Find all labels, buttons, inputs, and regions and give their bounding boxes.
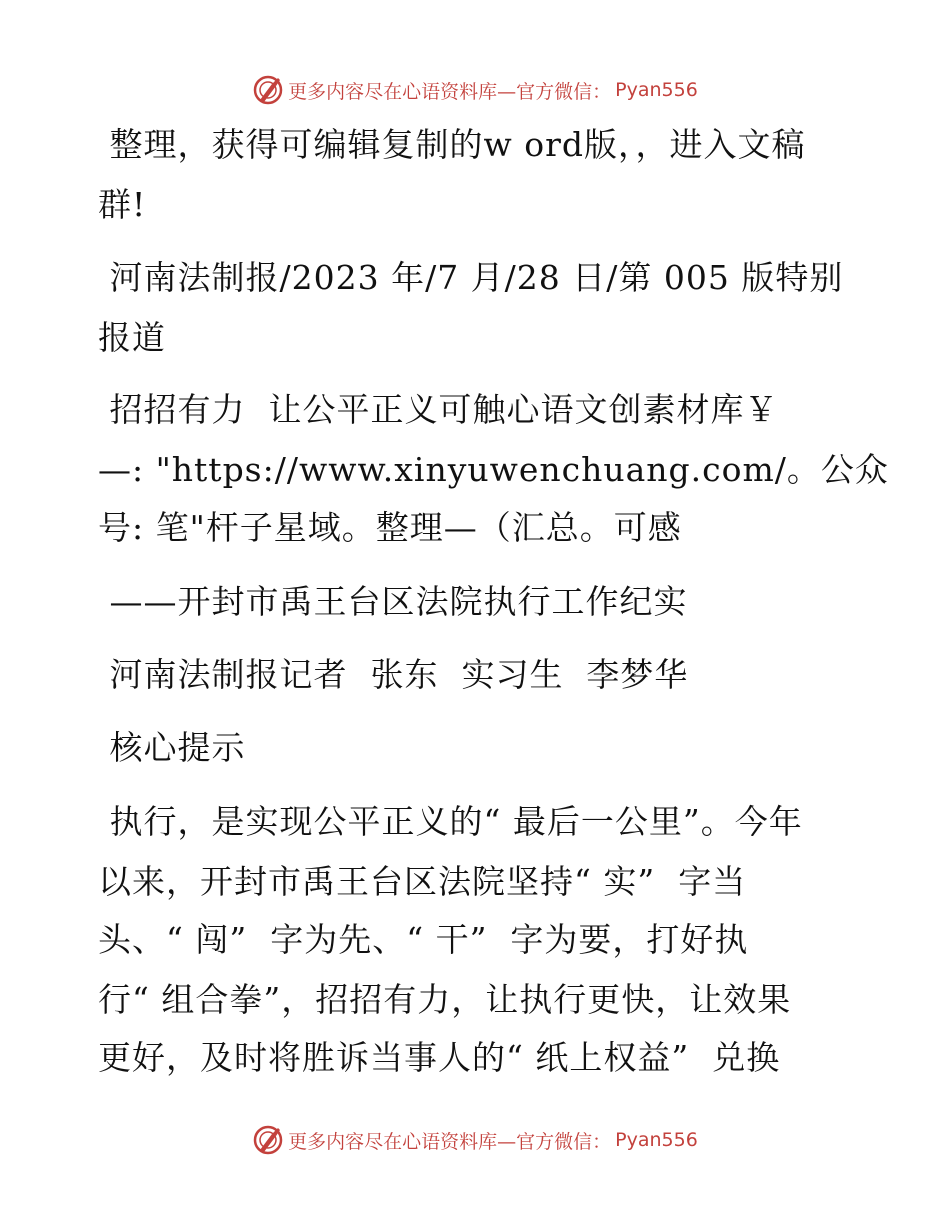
document-line: 报道 [98, 318, 166, 357]
document-line: 核心提示 [98, 728, 246, 767]
document-line: 整理，获得可编辑复制的w ord版，，进入文稿 [98, 125, 806, 164]
watermark-inner [252, 1124, 698, 1156]
document-line: 行“ 组合拳”，招招有力，让执行更快，让效果 [98, 980, 792, 1019]
document-line: 河南法制报/2023 年/7 月/28 日/第 005 版特别 [98, 258, 844, 297]
document-line: 以来，开封市禹王台区法院坚持“ 实” 字当 [98, 862, 747, 901]
pen-circle-logo-icon [252, 1124, 284, 1156]
document-line: 执行，是实现公平正义的“ 最后一公里”。今年 [98, 802, 803, 841]
watermark-inner [252, 74, 698, 106]
footer-watermark [0, 1120, 950, 1160]
document-line: 头、“ 闯” 字为先、“ 干” 字为要，打好执 [98, 920, 749, 959]
document-line: 招招有力 让公平正义可触心语文创素材库￥ [98, 390, 779, 429]
pen-circle-logo-icon [252, 74, 284, 106]
document-line: 号: 笔"杆子星域。整理—（汇总。可感 [98, 508, 682, 547]
watermark-contact: Pyan556 [615, 79, 698, 101]
watermark-text: 更多内容尽在心语资料库—官方微信： [288, 1130, 612, 1153]
document-line: 更好，及时将胜诉当事人的“ 纸上权益” 兑换 [98, 1038, 781, 1077]
document-line: 群! [98, 185, 147, 224]
document-line: 河南法制报记者 张东 实习生 李梦华 [98, 655, 689, 694]
header-watermark [0, 70, 950, 110]
document-line: ——开封市禹王台区法院执行工作纪实 [98, 582, 688, 621]
watermark-text: 更多内容尽在心语资料库—官方微信： [288, 80, 612, 103]
document-line: —: "https://www.xinyuwenchuang.com/。公众 [98, 450, 889, 489]
watermark-contact: Pyan556 [615, 1129, 698, 1151]
